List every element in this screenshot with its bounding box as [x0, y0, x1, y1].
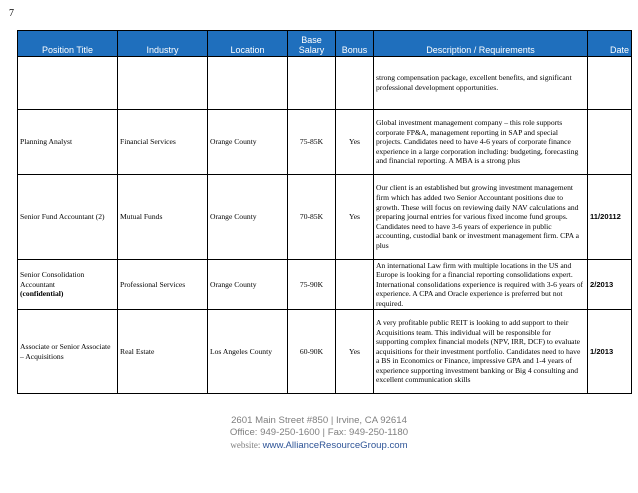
cell-date: 2/2013 [588, 260, 632, 310]
cell-description: strong compensation package, excellent benefits, and significant professional development opportunities. [374, 57, 588, 110]
cell-bonus: Yes [336, 175, 374, 260]
table-header-row [18, 31, 632, 57]
cell-location: Orange County [208, 260, 288, 310]
header-location: Location [208, 31, 288, 57]
cell-title: Senior Fund Accountant (2) [18, 175, 118, 260]
cell-description: Global investment management company – this role supports corporate FP&A, management reporting in SAP and special projects. Candidates need to have 4-6 years of corporate finance experience in a large corporation including: budgeting, forecasting and financial reporting. A MBA is a strong plus [374, 110, 588, 175]
table-row [18, 57, 632, 110]
cell-date [588, 110, 632, 175]
cell-title [18, 260, 118, 310]
cell-salary: 60-90K [288, 310, 336, 394]
page-number: 7 [9, 8, 14, 19]
table-row [18, 310, 632, 394]
header-base-salary: Base Salary [288, 31, 336, 57]
footer-website [0, 439, 638, 452]
cell-date: 1/2013 [588, 310, 632, 394]
cell-industry: Mutual Funds [118, 175, 208, 260]
cell-title: Planning Analyst [18, 110, 118, 175]
cell-bonus: Yes [336, 310, 374, 394]
cell-industry: Financial Services [118, 110, 208, 175]
cell-title-text: Senior Consolidation Accountant [20, 270, 85, 289]
footer-phone: Office: 949-250-1600 | Fax: 949-250-1180 [229, 427, 409, 438]
header-position-title: Position Title [18, 31, 118, 57]
cell-location: Orange County [208, 110, 288, 175]
table-row [18, 260, 632, 310]
table-row [18, 110, 632, 175]
cell-description: An international Law firm with multiple locations in the US and Europe is looking for a financial reporting consolidations expert. International consolidations experience is required with 3-6 years of experience. A CPA and Oracle experience is preferred but not required. [374, 260, 588, 310]
header-date: Date [588, 31, 632, 57]
cell-bonus [336, 260, 374, 310]
job-listings-table [17, 30, 632, 394]
cell-description: Our client is an established but growing investment management firm which has added two Senior Accountant positions due to growth. These will focus on reviewing daily NAV calculations and preparing journal entries for various fixed income fund groups. Candidates need to have 3-6 years of experience in public accounting, custodial bank or investment management firm. CPA a plus [374, 175, 588, 260]
footer-website-label: website: [230, 440, 263, 450]
cell-salary: 75-90K [288, 260, 336, 310]
cell-industry [118, 57, 208, 110]
cell-date [588, 57, 632, 110]
cell-salary [288, 57, 336, 110]
cell-salary: 70-85K [288, 175, 336, 260]
footer-address: 2601 Main Street #850 | Irvine, CA 92614 [231, 415, 407, 426]
cell-bonus [336, 57, 374, 110]
cell-bonus: Yes [336, 110, 374, 175]
table-row [18, 175, 632, 260]
confidential-note: (confidential) [20, 289, 64, 299]
cell-title [18, 57, 118, 110]
header-description: Description / Requirements [374, 31, 588, 57]
cell-location: Los Angeles County [208, 310, 288, 394]
cell-salary: 75-85K [288, 110, 336, 175]
cell-title: Associate or Senior Associate – Acquisitions [18, 310, 118, 394]
header-bonus: Bonus [336, 31, 374, 57]
cell-description: A very profitable public REIT is looking to add support to their Acquisitions team. This individual will be responsible for supporting complex financial models (NPV, IRR, DCF) to evaluate acquisitions for their investment portfolio. Candidates need to have a BS in Economics or Finance, impressive GPA and 1-4 years of experience supporting investment banking or Big 4 consulting and excellent communication skills [374, 310, 588, 394]
footer-website-link[interactable]: www.AllianceResourceGroup.com [262, 440, 408, 451]
cell-industry: Real Estate [118, 310, 208, 394]
cell-date: 11/20112 [588, 175, 632, 260]
cell-industry: Professional Services [118, 260, 208, 310]
header-industry: Industry [118, 31, 208, 57]
cell-location [208, 57, 288, 110]
cell-location: Orange County [208, 175, 288, 260]
page-footer [0, 415, 638, 452]
